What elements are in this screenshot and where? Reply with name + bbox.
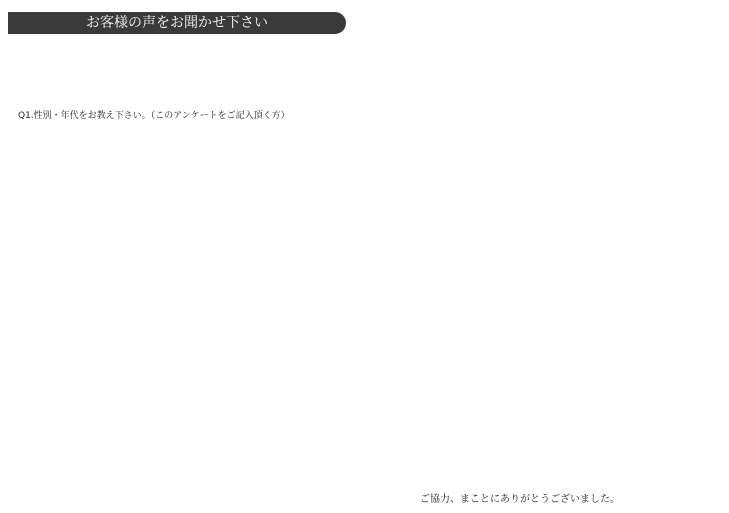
question-1: Q1.性別・年代をお教え下さい。（このアンケートをご記入頂く方）: [18, 111, 290, 121]
thanks-message: ご協力、まことにありがとうございました。: [420, 494, 620, 505]
survey-title-banner: お客様の声をお聞かせ下さい: [8, 12, 346, 34]
